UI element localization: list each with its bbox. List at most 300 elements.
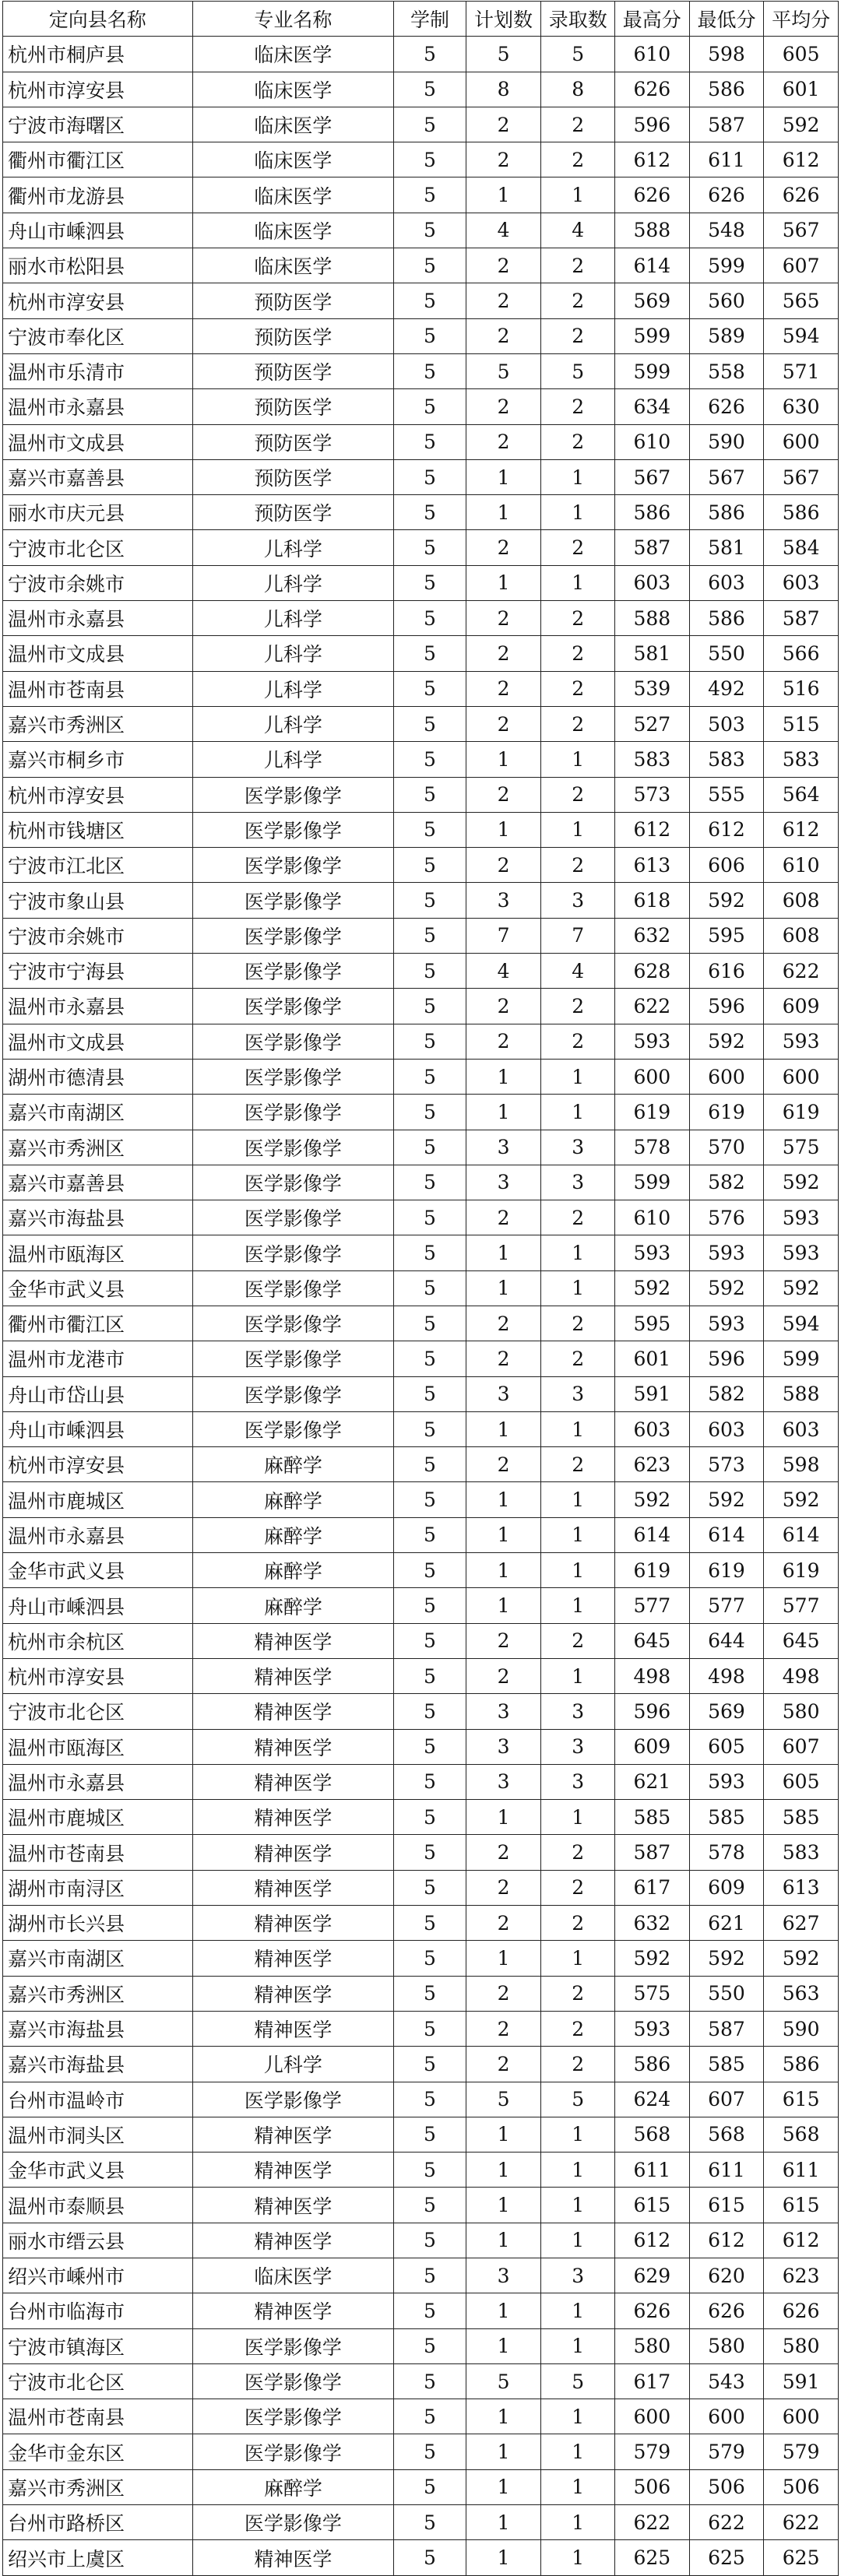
table-row — [3, 530, 839, 565]
cell-min-score: 579 — [689, 2434, 764, 2469]
cell-duration: 5 — [394, 1341, 466, 1376]
cell-min-score: 577 — [689, 1588, 764, 1623]
cell-county: 宁波市宁海县 — [3, 954, 193, 989]
cell-max-score: 610 — [614, 37, 689, 72]
cell-avg-score: 600 — [764, 2399, 839, 2434]
cell-county: 宁波市北仑区 — [3, 1694, 193, 1729]
cell-duration: 5 — [394, 1270, 466, 1306]
cell-plan-count: 2 — [466, 389, 541, 424]
cell-admitted-count: 2 — [541, 1623, 615, 1658]
cell-avg-score: 516 — [764, 671, 839, 706]
cell-avg-score: 515 — [764, 706, 839, 741]
cell-county: 嘉兴市秀洲区 — [3, 2469, 193, 2504]
cell-avg-score: 588 — [764, 1376, 839, 1411]
cell-admitted-count: 1 — [541, 2540, 615, 2575]
table-row — [3, 1588, 839, 1623]
cell-duration: 5 — [394, 1553, 466, 1588]
table-row — [3, 1729, 839, 1764]
cell-county: 嘉兴市南湖区 — [3, 1095, 193, 1130]
cell-max-score: 593 — [614, 1024, 689, 1059]
cell-plan-count: 2 — [466, 1447, 541, 1482]
table-row — [3, 848, 839, 883]
cell-max-score: 645 — [614, 1623, 689, 1658]
table-row — [3, 1658, 839, 1693]
cell-county: 温州市永嘉县 — [3, 389, 193, 424]
table-row — [3, 636, 839, 671]
cell-major: 麻醉学 — [192, 1447, 394, 1482]
cell-max-score: 581 — [614, 636, 689, 671]
cell-admitted-count: 2 — [541, 530, 615, 565]
cell-plan-count: 5 — [466, 2082, 541, 2117]
cell-major: 精神医学 — [192, 2188, 394, 2223]
cell-min-score: 612 — [689, 812, 764, 847]
header-min-score: 最低分 — [689, 2, 764, 37]
cell-admitted-count: 1 — [541, 742, 615, 777]
cell-duration: 5 — [394, 2363, 466, 2399]
table-row — [3, 706, 839, 741]
table-row — [3, 318, 839, 353]
cell-county: 宁波市余姚市 — [3, 918, 193, 953]
cell-plan-count: 2 — [466, 636, 541, 671]
cell-county: 杭州市淳安县 — [3, 777, 193, 812]
cell-min-score: 593 — [689, 1764, 764, 1799]
cell-duration: 5 — [394, 565, 466, 600]
cell-avg-score: 566 — [764, 636, 839, 671]
cell-plan-count: 1 — [466, 2117, 541, 2152]
cell-plan-count: 2 — [466, 2011, 541, 2046]
cell-duration: 5 — [394, 706, 466, 741]
cell-min-score: 492 — [689, 671, 764, 706]
cell-duration: 5 — [394, 883, 466, 918]
cell-major: 预防医学 — [192, 389, 394, 424]
cell-min-score: 585 — [689, 1800, 764, 1835]
cell-county: 衢州市龙游县 — [3, 177, 193, 213]
table-row — [3, 353, 839, 388]
cell-county: 衢州市衢江区 — [3, 1306, 193, 1341]
cell-duration: 5 — [394, 353, 466, 388]
cell-max-score: 603 — [614, 565, 689, 600]
table-row — [3, 2153, 839, 2188]
cell-county: 湖州市德清县 — [3, 1059, 193, 1094]
cell-county: 杭州市淳安县 — [3, 283, 193, 318]
cell-avg-score: 612 — [764, 2223, 839, 2258]
cell-plan-count: 2 — [466, 1623, 541, 1658]
cell-county: 温州市苍南县 — [3, 2399, 193, 2434]
cell-avg-score: 585 — [764, 1800, 839, 1835]
cell-admitted-count: 1 — [541, 2117, 615, 2152]
cell-county: 台州市临海市 — [3, 2293, 193, 2328]
cell-avg-score: 563 — [764, 1976, 839, 2011]
cell-major: 医学影像学 — [192, 2082, 394, 2117]
cell-avg-score: 592 — [764, 1165, 839, 1200]
cell-duration: 5 — [394, 1729, 466, 1764]
cell-max-score: 626 — [614, 72, 689, 107]
table-row — [3, 248, 839, 283]
cell-duration: 5 — [394, 2117, 466, 2152]
cell-major: 医学影像学 — [192, 1095, 394, 1130]
cell-duration: 5 — [394, 1165, 466, 1200]
cell-admitted-count: 2 — [541, 1870, 615, 1905]
cell-avg-score: 586 — [764, 2047, 839, 2082]
cell-min-score: 644 — [689, 1623, 764, 1658]
cell-avg-score: 619 — [764, 1095, 839, 1130]
cell-min-score: 622 — [689, 2505, 764, 2540]
cell-admitted-count: 2 — [541, 848, 615, 883]
table-row — [3, 1835, 839, 1870]
cell-min-score: 595 — [689, 918, 764, 953]
cell-major: 预防医学 — [192, 495, 394, 530]
cell-min-score: 586 — [689, 601, 764, 636]
cell-duration: 5 — [394, 107, 466, 142]
cell-max-score: 588 — [614, 601, 689, 636]
cell-plan-count: 1 — [466, 1059, 541, 1094]
cell-max-score: 622 — [614, 989, 689, 1024]
cell-major: 医学影像学 — [192, 1341, 394, 1376]
cell-major: 医学影像学 — [192, 883, 394, 918]
cell-duration: 5 — [394, 918, 466, 953]
cell-max-score: 610 — [614, 424, 689, 459]
cell-county: 杭州市淳安县 — [3, 1658, 193, 1693]
cell-max-score: 599 — [614, 318, 689, 353]
cell-avg-score: 567 — [764, 459, 839, 494]
cell-min-score: 503 — [689, 706, 764, 741]
cell-max-score: 626 — [614, 2293, 689, 2328]
cell-plan-count: 3 — [466, 1130, 541, 1165]
cell-min-score: 573 — [689, 1447, 764, 1482]
cell-plan-count: 2 — [466, 1658, 541, 1693]
cell-duration: 5 — [394, 2399, 466, 2434]
cell-duration: 5 — [394, 1059, 466, 1094]
cell-admitted-count: 1 — [541, 2293, 615, 2328]
cell-duration: 5 — [394, 1694, 466, 1729]
cell-county: 丽水市缙云县 — [3, 2223, 193, 2258]
cell-min-score: 596 — [689, 989, 764, 1024]
cell-duration: 5 — [394, 1623, 466, 1658]
cell-major: 精神医学 — [192, 1764, 394, 1799]
cell-avg-score: 623 — [764, 2258, 839, 2293]
table-row — [3, 283, 839, 318]
cell-major: 精神医学 — [192, 2153, 394, 2188]
table-row — [3, 954, 839, 989]
table-row — [3, 2540, 839, 2575]
cell-duration: 5 — [394, 2047, 466, 2082]
header-plan-count: 计划数 — [466, 2, 541, 37]
table-row — [3, 2505, 839, 2540]
cell-major: 临床医学 — [192, 37, 394, 72]
table-row — [3, 2223, 839, 2258]
cell-plan-count: 1 — [466, 742, 541, 777]
cell-min-score: 589 — [689, 318, 764, 353]
table-row — [3, 777, 839, 812]
cell-max-score: 569 — [614, 283, 689, 318]
cell-avg-score: 627 — [764, 1906, 839, 1941]
cell-admitted-count: 7 — [541, 918, 615, 953]
cell-min-score: 586 — [689, 495, 764, 530]
cell-min-score: 583 — [689, 742, 764, 777]
cell-avg-score: 594 — [764, 1306, 839, 1341]
cell-min-score: 548 — [689, 213, 764, 248]
cell-avg-score: 579 — [764, 2434, 839, 2469]
cell-plan-count: 1 — [466, 2399, 541, 2434]
cell-avg-score: 584 — [764, 530, 839, 565]
cell-admitted-count: 2 — [541, 1906, 615, 1941]
table-row — [3, 424, 839, 459]
cell-duration: 5 — [394, 1024, 466, 1059]
cell-plan-count: 1 — [466, 2505, 541, 2540]
cell-county: 杭州市淳安县 — [3, 1447, 193, 1482]
cell-admitted-count: 3 — [541, 1165, 615, 1200]
cell-admitted-count: 1 — [541, 1095, 615, 1130]
table-row — [3, 1517, 839, 1552]
cell-min-score: 599 — [689, 248, 764, 283]
table-row — [3, 2363, 839, 2399]
cell-avg-score: 612 — [764, 812, 839, 847]
cell-plan-count: 3 — [466, 1376, 541, 1411]
cell-county: 宁波市北仑区 — [3, 530, 193, 565]
cell-admitted-count: 1 — [541, 177, 615, 213]
cell-duration: 5 — [394, 389, 466, 424]
cell-major: 精神医学 — [192, 1658, 394, 1693]
cell-max-score: 622 — [614, 2505, 689, 2540]
cell-avg-score: 600 — [764, 424, 839, 459]
cell-max-score: 539 — [614, 671, 689, 706]
cell-min-score: 592 — [689, 883, 764, 918]
cell-county: 温州市鹿城区 — [3, 1482, 193, 1517]
cell-avg-score: 592 — [764, 1941, 839, 1976]
table-row — [3, 459, 839, 494]
cell-max-score: 632 — [614, 918, 689, 953]
cell-avg-score: 626 — [764, 2293, 839, 2328]
cell-admitted-count: 3 — [541, 1694, 615, 1729]
cell-duration: 5 — [394, 2082, 466, 2117]
cell-avg-score: 615 — [764, 2082, 839, 2117]
cell-avg-score: 592 — [764, 1482, 839, 1517]
cell-avg-score: 577 — [764, 1588, 839, 1623]
cell-min-score: 607 — [689, 2082, 764, 2117]
table-row — [3, 37, 839, 72]
cell-duration: 5 — [394, 424, 466, 459]
cell-county: 金华市金东区 — [3, 2434, 193, 2469]
cell-min-score: 569 — [689, 1694, 764, 1729]
cell-major: 医学影像学 — [192, 918, 394, 953]
cell-county: 温州市文成县 — [3, 1024, 193, 1059]
cell-county: 嘉兴市秀洲区 — [3, 706, 193, 741]
cell-admitted-count: 3 — [541, 883, 615, 918]
cell-min-score: 611 — [689, 142, 764, 177]
cell-admitted-count: 1 — [541, 2505, 615, 2540]
cell-min-score: 506 — [689, 2469, 764, 2504]
cell-major: 精神医学 — [192, 1941, 394, 1976]
cell-major: 医学影像学 — [192, 1235, 394, 1270]
cell-max-score: 626 — [614, 177, 689, 213]
cell-max-score: 506 — [614, 2469, 689, 2504]
cell-plan-count: 2 — [466, 1976, 541, 2011]
cell-avg-score: 575 — [764, 1130, 839, 1165]
cell-major: 精神医学 — [192, 2293, 394, 2328]
table-row — [3, 1694, 839, 1729]
cell-max-score: 573 — [614, 777, 689, 812]
cell-major: 预防医学 — [192, 283, 394, 318]
table-row — [3, 1800, 839, 1835]
cell-plan-count: 1 — [466, 1800, 541, 1835]
cell-max-score: 624 — [614, 2082, 689, 2117]
cell-plan-count: 1 — [466, 495, 541, 530]
table-row — [3, 2328, 839, 2363]
cell-max-score: 567 — [614, 459, 689, 494]
cell-avg-score: 609 — [764, 989, 839, 1024]
cell-plan-count: 4 — [466, 954, 541, 989]
cell-plan-count: 1 — [466, 1553, 541, 1588]
table-row — [3, 601, 839, 636]
cell-max-score: 593 — [614, 1235, 689, 1270]
cell-max-score: 600 — [614, 2399, 689, 2434]
cell-min-score: 568 — [689, 2117, 764, 2152]
cell-duration: 5 — [394, 954, 466, 989]
cell-min-score: 582 — [689, 1165, 764, 1200]
cell-max-score: 568 — [614, 2117, 689, 2152]
table-header-row — [3, 2, 839, 37]
cell-county: 温州市永嘉县 — [3, 989, 193, 1024]
cell-avg-score: 571 — [764, 353, 839, 388]
cell-avg-score: 580 — [764, 2328, 839, 2363]
cell-min-score: 558 — [689, 353, 764, 388]
cell-admitted-count: 1 — [541, 1270, 615, 1306]
cell-max-score: 599 — [614, 1165, 689, 1200]
cell-duration: 5 — [394, 1764, 466, 1799]
cell-plan-count: 1 — [466, 1095, 541, 1130]
cell-plan-count: 4 — [466, 213, 541, 248]
cell-avg-score: 583 — [764, 742, 839, 777]
cell-duration: 5 — [394, 2188, 466, 2223]
cell-plan-count: 2 — [466, 248, 541, 283]
cell-duration: 5 — [394, 1906, 466, 1941]
cell-major: 医学影像学 — [192, 777, 394, 812]
cell-min-score: 626 — [689, 389, 764, 424]
cell-duration: 5 — [394, 2258, 466, 2293]
table-row — [3, 671, 839, 706]
cell-plan-count: 3 — [466, 1694, 541, 1729]
cell-admitted-count: 2 — [541, 1200, 615, 1235]
cell-county: 丽水市松阳县 — [3, 248, 193, 283]
cell-admitted-count: 1 — [541, 2188, 615, 2223]
cell-admitted-count: 1 — [541, 565, 615, 600]
cell-county: 温州市龙港市 — [3, 1341, 193, 1376]
table-row — [3, 1623, 839, 1658]
cell-major: 精神医学 — [192, 1976, 394, 2011]
cell-county: 绍兴市嵊州市 — [3, 2258, 193, 2293]
cell-avg-score: 605 — [764, 1764, 839, 1799]
cell-duration: 5 — [394, 318, 466, 353]
cell-admitted-count: 2 — [541, 318, 615, 353]
cell-admitted-count: 2 — [541, 777, 615, 812]
table-row — [3, 1941, 839, 1976]
cell-admitted-count: 1 — [541, 1941, 615, 1976]
cell-duration: 5 — [394, 742, 466, 777]
cell-admitted-count: 1 — [541, 2328, 615, 2363]
header-admitted-count: 录取数 — [541, 2, 615, 37]
cell-avg-score: 587 — [764, 601, 839, 636]
table-row — [3, 1376, 839, 1411]
cell-min-score: 570 — [689, 1130, 764, 1165]
cell-major: 医学影像学 — [192, 1059, 394, 1094]
cell-min-score: 625 — [689, 2540, 764, 2575]
cell-min-score: 619 — [689, 1095, 764, 1130]
cell-county: 丽水市庆元县 — [3, 495, 193, 530]
table-row — [3, 1306, 839, 1341]
table-row — [3, 72, 839, 107]
cell-plan-count: 2 — [466, 1024, 541, 1059]
cell-min-score: 600 — [689, 2399, 764, 2434]
cell-county: 湖州市南浔区 — [3, 1870, 193, 1905]
cell-plan-count: 1 — [466, 2469, 541, 2504]
cell-max-score: 599 — [614, 353, 689, 388]
cell-admitted-count: 2 — [541, 389, 615, 424]
cell-plan-count: 1 — [466, 812, 541, 847]
cell-avg-score: 592 — [764, 107, 839, 142]
cell-plan-count: 1 — [466, 2188, 541, 2223]
cell-plan-count: 2 — [466, 848, 541, 883]
cell-duration: 5 — [394, 177, 466, 213]
cell-duration: 5 — [394, 1235, 466, 1270]
table-row — [3, 2399, 839, 2434]
cell-duration: 5 — [394, 2505, 466, 2540]
cell-min-score: 587 — [689, 2011, 764, 2046]
table-row — [3, 1976, 839, 2011]
cell-admitted-count: 4 — [541, 954, 615, 989]
cell-county: 金华市武义县 — [3, 1553, 193, 1588]
cell-min-score: 576 — [689, 1200, 764, 1235]
cell-major: 精神医学 — [192, 2117, 394, 2152]
cell-county: 温州市乐清市 — [3, 353, 193, 388]
cell-min-score: 585 — [689, 2047, 764, 2082]
cell-admitted-count: 3 — [541, 1764, 615, 1799]
cell-county: 宁波市海曙区 — [3, 107, 193, 142]
cell-major: 儿科学 — [192, 601, 394, 636]
cell-admitted-count: 1 — [541, 812, 615, 847]
cell-max-score: 600 — [614, 1059, 689, 1094]
cell-avg-score: 590 — [764, 2011, 839, 2046]
cell-county: 嘉兴市秀洲区 — [3, 1976, 193, 2011]
header-duration: 学制 — [394, 2, 466, 37]
cell-county: 嘉兴市秀洲区 — [3, 1130, 193, 1165]
cell-county: 嘉兴市嘉善县 — [3, 459, 193, 494]
table-row — [3, 1270, 839, 1306]
cell-admitted-count: 2 — [541, 671, 615, 706]
cell-admitted-count: 2 — [541, 1835, 615, 1870]
table-row — [3, 2082, 839, 2117]
cell-plan-count: 1 — [466, 1270, 541, 1306]
cell-plan-count: 2 — [466, 706, 541, 741]
table-row — [3, 2047, 839, 2082]
cell-admitted-count: 2 — [541, 283, 615, 318]
cell-major: 医学影像学 — [192, 812, 394, 847]
cell-admitted-count: 5 — [541, 37, 615, 72]
cell-duration: 5 — [394, 1447, 466, 1482]
cell-duration: 5 — [394, 2540, 466, 2575]
cell-max-score: 612 — [614, 142, 689, 177]
cell-major: 医学影像学 — [192, 848, 394, 883]
cell-plan-count: 1 — [466, 2223, 541, 2258]
table-row — [3, 1024, 839, 1059]
cell-major: 医学影像学 — [192, 1411, 394, 1446]
cell-plan-count: 1 — [466, 2540, 541, 2575]
cell-max-score: 632 — [614, 1906, 689, 1941]
cell-plan-count: 1 — [466, 459, 541, 494]
cell-county: 宁波市象山县 — [3, 883, 193, 918]
cell-max-score: 617 — [614, 1870, 689, 1905]
table-row — [3, 389, 839, 424]
cell-admitted-count: 1 — [541, 2469, 615, 2504]
